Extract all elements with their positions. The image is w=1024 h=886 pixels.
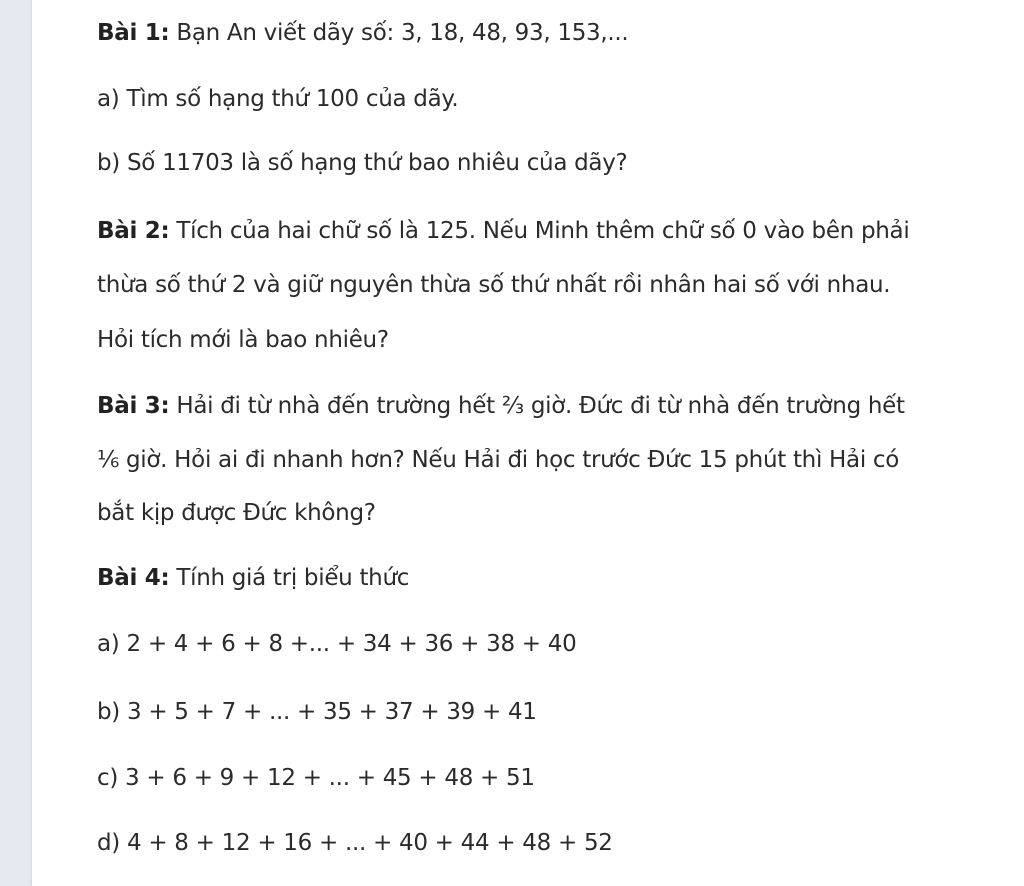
- bai2-line-3: Hỏi tích mới là bao nhiêu?: [97, 327, 389, 353]
- bai2-line-1: [97, 216, 909, 246]
- bai1-heading: [97, 18, 628, 48]
- bai1-label: Bài 1:: [97, 20, 170, 46]
- bai3-line-2: ⅙ giờ. Hỏi ai đi nhanh hơn? Nếu Hải đi học trước Đức 15 phút thì Hải có: [97, 447, 900, 473]
- bai4-heading: [97, 563, 409, 593]
- bai3-text: Hải đi từ nhà đến trường hết ⅔ giờ. Đức đi từ nhà đến trường hết: [169, 393, 905, 419]
- bai3-line-1: [97, 391, 905, 421]
- bai4-part-a: a) 2 + 4 + 6 + 8 +... + 34 + 36 + 38 + 40: [97, 631, 577, 657]
- bai4-part-d: d) 4 + 8 + 12 + 16 + ... + 40 + 44 + 48 + 52: [97, 830, 613, 856]
- bai4-text: Tính giá trị biểu thức: [169, 565, 410, 591]
- bai4-label: Bài 4:: [97, 565, 170, 591]
- document-page: [32, 0, 1024, 886]
- bai4-part-c: c) 3 + 6 + 9 + 12 + ... + 45 + 48 + 51: [97, 765, 535, 791]
- bai2-text: Tích của hai chữ số là 125. Nếu Minh thêm chữ số 0 vào bên phải: [169, 218, 910, 244]
- bai3-label: Bài 3:: [97, 393, 170, 419]
- bai3-line-3: bắt kịp được Đức không?: [97, 500, 376, 526]
- bai1-part-b: b) Số 11703 là số hạng thứ bao nhiêu của dãy?: [97, 150, 628, 176]
- bai2-line-2: thừa số thứ 2 và giữ nguyên thừa số thứ nhất rồi nhân hai số với nhau.: [97, 272, 891, 298]
- bai4-part-b: b) 3 + 5 + 7 + ... + 35 + 37 + 39 + 41: [97, 699, 537, 725]
- bai1-text: Bạn An viết dãy số: 3, 18, 48, 93, 153,...: [169, 20, 629, 46]
- bai2-label: Bài 2:: [97, 218, 170, 244]
- bai1-part-a: a) Tìm số hạng thứ 100 của dãy.: [97, 86, 459, 112]
